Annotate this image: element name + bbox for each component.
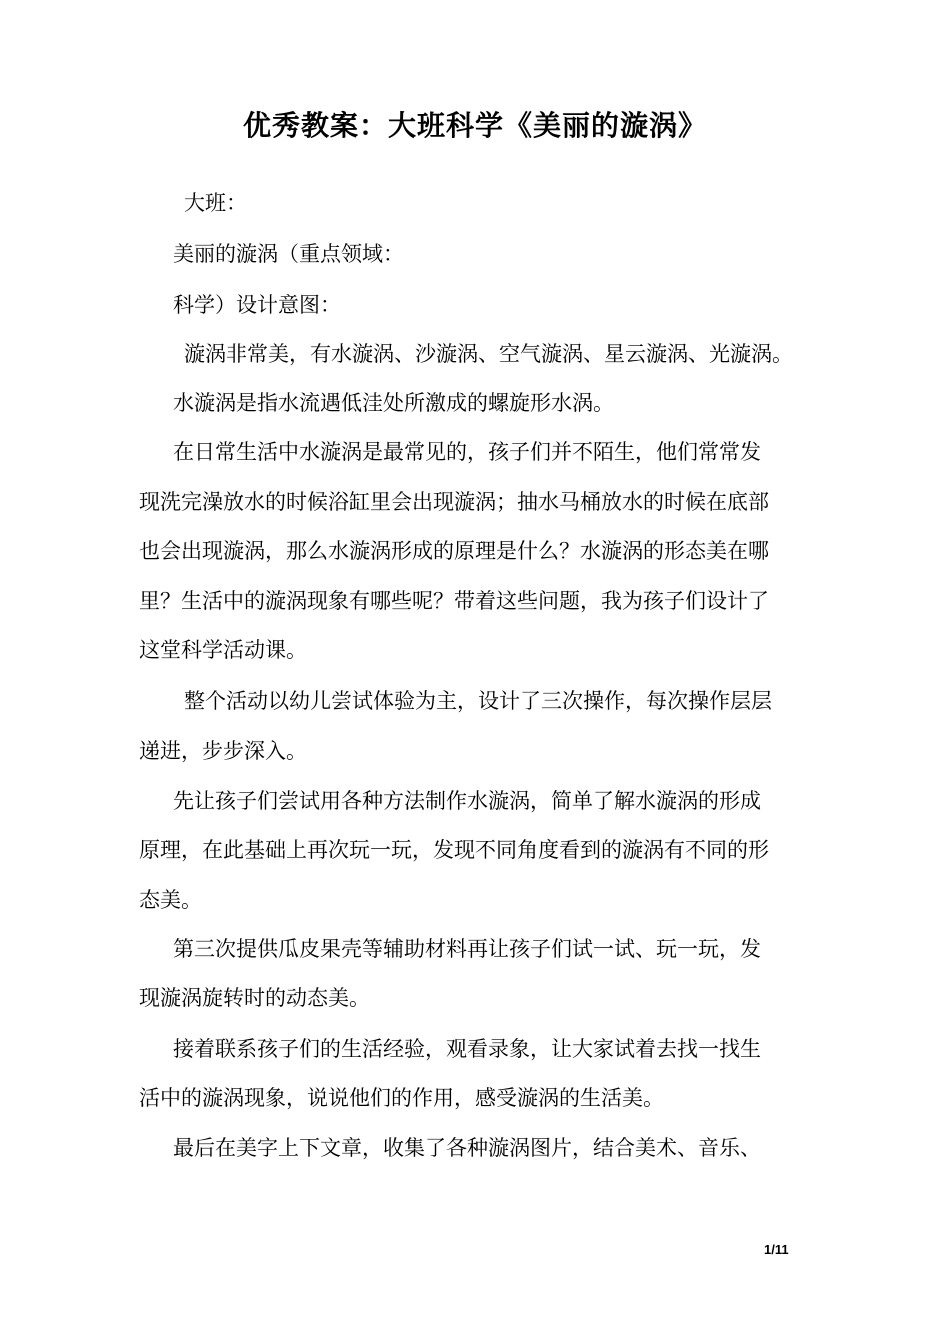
- text-line: 现洗完澡放水的时候浴缸里会出现漩涡；抽水马桶放水的时候在底部: [139, 490, 769, 514]
- text-line: 这堂科学活动课。: [139, 638, 307, 662]
- text-line: 漩涡非常美，有水漩涡、沙漩涡、空气漩涡、星云漩涡、光漩涡。: [184, 342, 793, 366]
- text-line: 科学）设计意图：: [173, 293, 341, 317]
- text-line: 接着联系孩子们的生活经验，观看录象，让大家试着去找一找生: [173, 1037, 761, 1061]
- text-line: 在日常生活中水漩涡是最常见的，孩子们并不陌生，他们常常发: [173, 440, 761, 464]
- text-line: 美丽的漩涡（重点领域：: [173, 242, 404, 266]
- page-number: 1/11: [764, 1242, 789, 1257]
- text-line: 态美。: [139, 888, 202, 912]
- text-line: 递进，步步深入。: [139, 739, 307, 763]
- text-line: 原理，在此基础上再次玩一玩，发现不同角度看到的漩涡有不同的形: [139, 838, 769, 862]
- text-line: 也会出现漩涡，那么水漩涡形成的原理是什么？水漩涡的形态美在哪: [139, 539, 769, 563]
- text-line: 活中的漩涡现象，说说他们的作用，感受漩涡的生活美。: [139, 1086, 664, 1110]
- text-line: 水漩涡是指水流遇低洼处所激成的螺旋形水涡。: [173, 391, 614, 415]
- text-line: 第三次提供瓜皮果壳等辅助材料再让孩子们试一试、玩一玩，发: [173, 937, 761, 961]
- document-title: 优秀教案：大班科学《美丽的漩涡》: [242, 109, 707, 142]
- text-line: 整个活动以幼儿尝试体验为主，设计了三次操作，每次操作层层: [184, 689, 772, 713]
- text-line: 最后在美字上下文章，收集了各种漩涡图片，结合美术、音乐、: [173, 1136, 761, 1160]
- text-line: 现漩涡旋转时的动态美。: [139, 986, 370, 1010]
- text-line: 里？生活中的漩涡现象有哪些呢？带着这些问题，我为孩子们设计了: [139, 589, 769, 613]
- text-line: 先让孩子们尝试用各种方法制作水漩涡，简单了解水漩涡的形成: [173, 789, 761, 813]
- text-line: 大班：: [184, 191, 247, 215]
